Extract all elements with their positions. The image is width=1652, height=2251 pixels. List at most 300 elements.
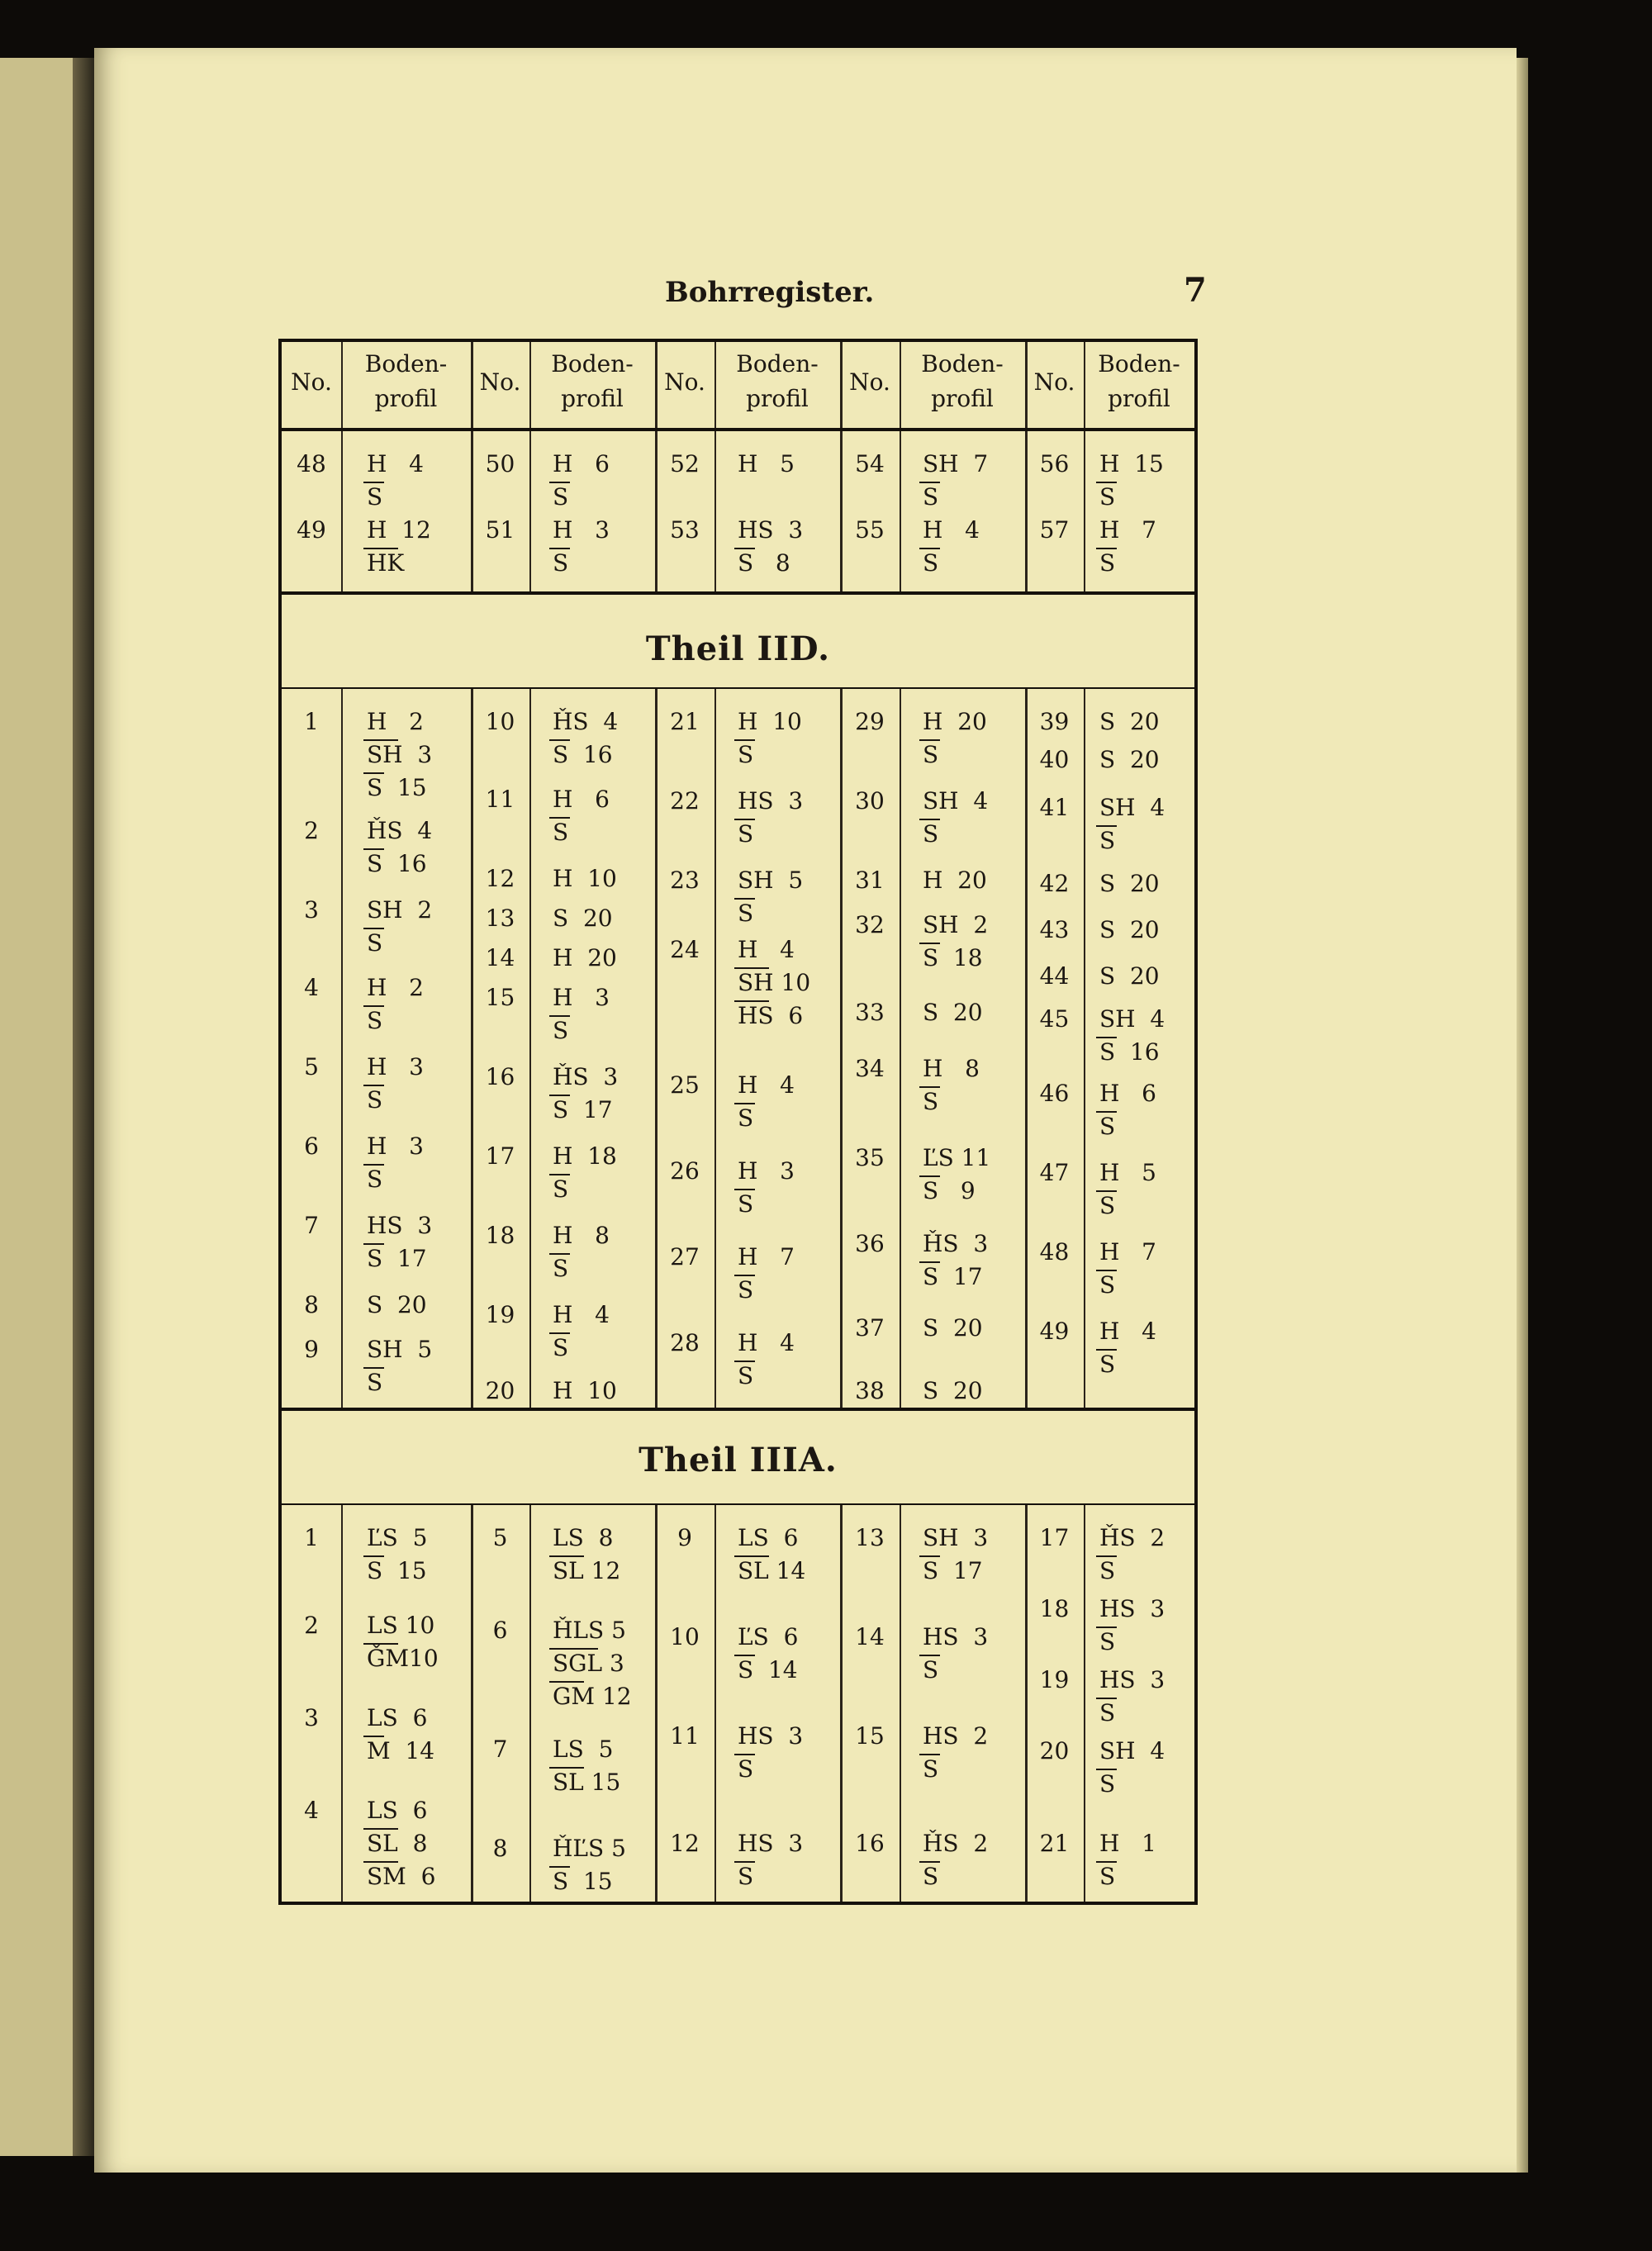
soil-profile-layer — [553, 514, 632, 547]
soil-profile-text: LS 8 — [553, 1524, 614, 1551]
soil-profile-text: H 20 — [923, 708, 987, 735]
soil-profile-text: H 20 — [923, 867, 987, 894]
soil-profile-text: HS 3 — [738, 1830, 804, 1857]
soil-profile-text: S — [553, 1017, 569, 1044]
bore-number: 55 — [855, 516, 885, 544]
soil-profile-text: S — [923, 1863, 939, 1890]
soil-profile-layer — [1099, 1626, 1179, 1659]
bore-number: 2 — [304, 817, 319, 844]
bore-number: 41 — [1039, 794, 1070, 821]
soil-profile-layer — [1099, 1077, 1179, 1110]
soil-profile-layer — [553, 1094, 632, 1127]
soil-profile-text: H 4 — [738, 1329, 795, 1356]
layer-separator — [919, 1754, 940, 1755]
layer-separator — [363, 1085, 384, 1086]
soil-profile-layer — [923, 1621, 1002, 1654]
soil-profile-layer — [553, 1173, 632, 1206]
soil-profile-text: S — [738, 1190, 754, 1218]
bore-number: 1 — [304, 708, 319, 735]
bore-number: 3 — [304, 896, 319, 924]
layer-separator — [363, 1828, 398, 1830]
soil-profile-text: S 8 — [738, 549, 790, 577]
soil-profile-text: S — [1099, 1628, 1116, 1655]
soil-profile-layer — [923, 1375, 1002, 1408]
bore-number: 8 — [304, 1291, 319, 1318]
bore-number: 16 — [855, 1830, 885, 1857]
soil-profile-text: S — [738, 1755, 754, 1783]
bore-number: 38 — [855, 1377, 885, 1404]
soil-profile-text: S — [1099, 549, 1116, 577]
soil-profile-text: H 1 — [1099, 1830, 1156, 1857]
soil-profile-layer — [553, 862, 632, 895]
layer-separator — [1096, 1555, 1117, 1557]
bore-number: 15 — [485, 984, 515, 1011]
bore-number: 19 — [1039, 1666, 1070, 1693]
page-number: 7 — [1184, 271, 1207, 310]
soil-profile-layer — [1099, 1156, 1179, 1190]
layer-separator — [1096, 1349, 1117, 1351]
bore-number: 15 — [855, 1722, 885, 1750]
soil-profile-layer — [367, 1163, 446, 1196]
soil-profile-text: S — [923, 1755, 939, 1783]
soil-profile-text: H 3 — [367, 1053, 424, 1080]
layer-separator — [549, 482, 570, 483]
bore-number: 12 — [670, 1830, 700, 1857]
soil-profile-text: S — [1099, 483, 1116, 511]
soil-profile-layer — [1099, 1190, 1179, 1223]
soil-profile-text: S 20 — [923, 1377, 983, 1404]
bore-number: 25 — [670, 1071, 700, 1099]
header-bodenprofil: Boden- — [364, 350, 448, 378]
soil-profile-text: H 8 — [553, 1222, 610, 1249]
layer-separator — [363, 739, 398, 741]
bore-number: 51 — [485, 516, 515, 544]
soil-profile-layer — [738, 1522, 817, 1555]
soil-profile-text: S — [367, 483, 383, 511]
column-rule — [529, 687, 531, 1408]
layer-separator — [549, 1767, 584, 1769]
soil-profile-text: SH 2 — [923, 911, 989, 938]
bore-number: 7 — [492, 1736, 508, 1763]
bore-number: 52 — [670, 450, 700, 477]
soil-profile-layer — [367, 894, 446, 927]
bore-number: 42 — [1039, 870, 1070, 897]
header-bodenprofil: profil — [931, 385, 994, 412]
soil-profile-text: SH 3 — [923, 1524, 989, 1551]
soil-profile-text: HS 3 — [1099, 1666, 1165, 1693]
layer-separator — [363, 1736, 384, 1737]
soil-profile-text: H 10 — [738, 708, 802, 735]
soil-profile-text: H 18 — [553, 1142, 617, 1170]
soil-profile-text: S — [738, 1863, 754, 1890]
soil-profile-layer — [738, 1069, 817, 1102]
header-bodenprofil: profil — [746, 385, 809, 412]
soil-profile-layer — [1099, 1768, 1179, 1801]
soil-profile-layer — [1099, 1236, 1179, 1269]
soil-profile-layer — [367, 514, 446, 547]
bore-number: 3 — [304, 1704, 319, 1731]
soil-profile-layer — [738, 966, 817, 1000]
soil-profile-layer — [553, 1733, 632, 1766]
soil-profile-layer — [553, 942, 632, 975]
layer-separator — [919, 1261, 940, 1263]
soil-profile-layer — [1099, 547, 1179, 580]
soil-profile-layer — [923, 1175, 1002, 1208]
soil-profile-layer — [923, 1085, 1002, 1118]
bore-number: 33 — [855, 999, 885, 1026]
soil-profile-layer — [367, 927, 446, 960]
soil-profile-text: S 20 — [1099, 962, 1160, 990]
bore-number: 28 — [670, 1329, 700, 1356]
layer-separator — [1096, 825, 1117, 827]
soil-profile-layer — [367, 1702, 446, 1735]
bore-number: 7 — [304, 1212, 319, 1239]
soil-profile-text: ȞS 2 — [1099, 1524, 1165, 1551]
section-title-iid: Theil IID. — [645, 629, 831, 668]
layer-separator — [919, 1555, 940, 1557]
layer-separator — [549, 1332, 570, 1334]
soil-profile-text: S — [367, 1086, 383, 1114]
bore-number: 46 — [1039, 1080, 1070, 1107]
soil-profile-layer — [367, 547, 446, 580]
layer-separator — [919, 739, 940, 741]
soil-profile-layer — [738, 1155, 817, 1188]
soil-profile-text: H 6 — [553, 450, 610, 477]
layer-separator — [363, 1164, 384, 1166]
layer-separator — [549, 1866, 570, 1868]
layer-separator — [734, 1103, 755, 1104]
soil-profile-text: S — [1099, 1192, 1116, 1219]
layer-separator — [919, 819, 940, 820]
soil-profile-layer — [367, 848, 446, 881]
soil-profile-text: H 2 — [367, 708, 424, 735]
layer-separator — [734, 1275, 755, 1276]
bore-number: 4 — [304, 1797, 319, 1824]
bore-number: 10 — [670, 1623, 700, 1650]
soil-profile-layer — [553, 1219, 632, 1252]
bore-number: 56 — [1039, 450, 1070, 477]
soil-profile-text: S 17 — [923, 1557, 983, 1584]
soil-profile-layer — [367, 772, 446, 805]
layer-separator — [1096, 482, 1117, 483]
soil-profile-layer — [738, 1188, 817, 1221]
soil-profile-text: HS 3 — [923, 1623, 989, 1650]
soil-profile-layer — [1099, 1269, 1179, 1302]
soil-profile-text: S — [738, 900, 754, 927]
soil-profile-text: S — [553, 1175, 569, 1203]
bore-number: 35 — [855, 1144, 885, 1171]
soil-profile-layer — [553, 1766, 632, 1799]
soil-profile-layer — [738, 1360, 817, 1393]
soil-profile-text: SH 2 — [367, 896, 433, 924]
soil-profile-layer — [367, 1794, 446, 1827]
row-rule — [282, 1408, 1194, 1411]
soil-profile-layer — [553, 902, 632, 935]
soil-profile-text: S 20 — [553, 905, 613, 932]
soil-profile-text: H 5 — [1099, 1159, 1156, 1186]
soil-profile-text: S 16 — [553, 741, 613, 768]
layer-separator — [919, 1655, 940, 1656]
soil-profile-layer — [1099, 1697, 1179, 1730]
soil-profile-text: S 18 — [923, 944, 983, 971]
soil-profile-text: S — [923, 549, 939, 577]
bore-number: 1 — [304, 1524, 319, 1551]
soil-profile-layer — [553, 1865, 632, 1898]
bore-number: 18 — [485, 1222, 515, 1249]
soil-profile-layer — [1099, 1827, 1179, 1860]
soil-profile-layer — [1099, 705, 1179, 738]
soil-profile-layer — [367, 1555, 446, 1588]
soil-profile-layer — [738, 1102, 817, 1135]
layer-separator — [363, 1367, 384, 1369]
soil-profile-layer — [738, 1860, 817, 1893]
bore-number: 17 — [1039, 1524, 1070, 1551]
soil-profile-text: S 20 — [923, 999, 983, 1026]
bore-number: 18 — [1039, 1595, 1070, 1622]
bore-number: 12 — [485, 865, 515, 892]
soil-profile-layer — [367, 1004, 446, 1038]
header-bodenprofil: profil — [561, 385, 624, 412]
soil-profile-text: S — [738, 1362, 754, 1389]
soil-profile-layer — [923, 1312, 1002, 1345]
soil-profile-layer — [367, 1366, 446, 1399]
soil-profile-layer — [553, 705, 632, 738]
soil-profile-text: ĽS 6 — [738, 1623, 799, 1650]
soil-profile-text: S — [367, 1369, 383, 1396]
soil-profile-text: S 15 — [553, 1868, 613, 1895]
soil-profile-text: SGL 3 — [553, 1650, 624, 1677]
soil-profile-layer — [367, 1130, 446, 1163]
soil-profile-layer — [367, 1827, 446, 1860]
soil-profile-text: SH 5 — [367, 1336, 433, 1363]
bore-number: 49 — [297, 516, 326, 544]
soil-profile-layer — [1099, 1664, 1179, 1697]
soil-profile-text: S — [553, 1334, 569, 1361]
soil-profile-layer — [367, 448, 446, 481]
soil-profile-layer — [923, 1827, 1002, 1860]
header-bodenprofil: profil — [1108, 385, 1170, 412]
soil-profile-layer — [1099, 481, 1179, 514]
soil-profile-layer — [1099, 514, 1179, 547]
soil-profile-text: HS 3 — [738, 516, 804, 544]
soil-profile-layer — [553, 1832, 632, 1865]
layer-separator — [1096, 1627, 1117, 1628]
soil-profile-text: HS 6 — [738, 1002, 804, 1029]
layer-separator — [734, 1361, 755, 1362]
header-no: No. — [664, 368, 705, 396]
soil-profile-layer — [738, 1753, 817, 1786]
layer-separator — [363, 1861, 398, 1863]
soil-profile-text: S 20 — [1099, 708, 1160, 735]
soil-profile-layer — [923, 942, 1002, 975]
soil-profile-layer — [1099, 791, 1179, 824]
soil-profile-text: S — [1099, 1351, 1116, 1378]
soil-profile-text: S 20 — [367, 1291, 427, 1318]
column-rule — [529, 1503, 531, 1902]
soil-profile-text: SM 6 — [367, 1863, 436, 1890]
soil-profile-layer — [1099, 1315, 1179, 1348]
soil-profile-layer — [553, 1061, 632, 1094]
soil-profile-layer — [1099, 1860, 1179, 1893]
soil-profile-text: SH 4 — [1099, 794, 1165, 821]
soil-profile-layer — [1099, 914, 1179, 947]
soil-profile-text: S — [738, 820, 754, 848]
bore-number: 40 — [1039, 746, 1070, 773]
layer-separator — [919, 1086, 940, 1088]
soil-profile-layer — [1099, 1522, 1179, 1555]
soil-profile-text: SL 12 — [553, 1557, 621, 1584]
column-rule — [1084, 1503, 1085, 1902]
column-rule — [900, 687, 901, 1408]
soil-profile-layer — [1099, 960, 1179, 993]
soil-profile-layer — [738, 818, 817, 851]
layer-separator — [1096, 1270, 1117, 1271]
soil-profile-layer — [1099, 1348, 1179, 1381]
soil-profile-text: S — [1099, 827, 1116, 854]
soil-profile-layer — [923, 996, 1002, 1029]
soil-profile-text: S 14 — [738, 1656, 798, 1684]
bore-number: 14 — [485, 944, 515, 971]
layer-separator — [734, 819, 755, 820]
soil-profile-text: H 15 — [1099, 450, 1164, 477]
soil-profile-text: GM 12 — [553, 1683, 632, 1710]
layer-separator — [363, 772, 384, 774]
soil-profile-text: LS 6 — [367, 1797, 428, 1824]
soil-profile-text: H 4 — [367, 450, 424, 477]
soil-profile-text: S 17 — [367, 1245, 427, 1272]
bore-number: 29 — [855, 708, 885, 735]
soil-profile-layer — [923, 1555, 1002, 1588]
soil-profile-text: H 7 — [1099, 516, 1156, 544]
soil-profile-layer — [738, 933, 817, 966]
soil-profile-text: S — [1099, 1557, 1116, 1584]
row-rule — [282, 1503, 1194, 1505]
soil-profile-text: S — [1099, 1271, 1116, 1299]
soil-profile-layer — [553, 738, 632, 772]
bore-number: 32 — [855, 911, 885, 938]
layer-separator — [549, 1095, 570, 1096]
soil-profile-text: H 4 — [923, 516, 980, 544]
soil-profile-text: S — [553, 819, 569, 846]
soil-profile-layer — [923, 864, 1002, 897]
layer-separator — [734, 1555, 769, 1557]
soil-profile-layer — [1099, 1735, 1179, 1768]
row-rule — [282, 687, 1194, 689]
soil-profile-text: H 8 — [923, 1055, 980, 1082]
layer-separator — [919, 1861, 940, 1863]
soil-profile-text: SH 3 — [367, 741, 433, 768]
soil-profile-layer — [1099, 1555, 1179, 1588]
column-rule — [714, 687, 716, 1408]
header-bodenprofil: Boden- — [921, 350, 1004, 378]
bore-number: 21 — [670, 708, 700, 735]
layer-separator — [1096, 1698, 1117, 1699]
soil-profile-text: M 14 — [367, 1737, 435, 1764]
column-rule — [341, 1503, 343, 1902]
soil-profile-layer — [738, 1274, 817, 1307]
layer-separator — [734, 1000, 769, 1002]
soil-profile-layer — [923, 909, 1002, 942]
soil-profile-text: H 7 — [738, 1243, 795, 1270]
soil-profile-layer — [923, 1052, 1002, 1085]
column-rule — [900, 1503, 901, 1902]
bore-number: 54 — [855, 450, 885, 477]
soil-profile-layer — [738, 1720, 817, 1753]
soil-profile-text: ǦM10 — [367, 1645, 439, 1672]
soil-profile-layer — [1099, 743, 1179, 776]
soil-profile-layer — [923, 1228, 1002, 1261]
soil-profile-layer — [738, 1555, 817, 1588]
bore-number: 5 — [304, 1053, 319, 1080]
soil-profile-text: SH 4 — [923, 787, 989, 814]
soil-profile-text: S — [738, 1104, 754, 1132]
soil-profile-layer — [367, 1609, 446, 1642]
section-title-iiia: Theil IIIA. — [638, 1441, 838, 1479]
soil-profile-text: S 20 — [1099, 746, 1160, 773]
soil-profile-layer — [1099, 1593, 1179, 1626]
bore-number: 4 — [304, 974, 319, 1001]
soil-profile-text: S — [923, 483, 939, 511]
header-bodenprofil: Boden- — [736, 350, 819, 378]
soil-profile-layer — [923, 818, 1002, 851]
soil-profile-text: ȞS 2 — [923, 1830, 989, 1857]
layer-separator — [734, 548, 755, 549]
soil-profile-text: SL 15 — [553, 1769, 621, 1796]
soil-profile-layer — [367, 1522, 446, 1555]
soil-profile-layer — [923, 481, 1002, 514]
soil-profile-text: S 20 — [923, 1314, 983, 1342]
soil-profile-text: SH 4 — [1099, 1005, 1165, 1033]
soil-profile-text: S 20 — [1099, 916, 1160, 943]
soil-profile-layer — [367, 738, 446, 772]
soil-profile-text: H 5 — [738, 450, 795, 477]
soil-profile-text: H 20 — [553, 944, 617, 971]
soil-profile-layer — [923, 705, 1002, 738]
soil-profile-layer — [553, 448, 632, 481]
soil-profile-text: S — [738, 1276, 754, 1304]
layer-separator — [734, 1189, 755, 1190]
bore-number: 16 — [485, 1063, 515, 1090]
soil-profile-text: S — [1099, 1699, 1116, 1726]
left-page-edge — [0, 58, 73, 2156]
bore-number: 11 — [670, 1722, 700, 1750]
soil-profile-text: S — [367, 1007, 383, 1034]
layer-separator — [734, 1754, 755, 1755]
bore-number: 6 — [304, 1133, 319, 1160]
soil-profile-text: LS 6 — [738, 1524, 799, 1551]
header-bodenprofil: profil — [374, 385, 438, 412]
soil-profile-layer — [923, 1142, 1002, 1175]
bore-number: 27 — [670, 1243, 700, 1270]
soil-profile-text: HS 3 — [738, 787, 804, 814]
soil-profile-text: S — [1099, 1113, 1116, 1140]
layer-separator — [549, 1681, 584, 1683]
soil-profile-layer — [367, 1242, 446, 1275]
bore-number: 20 — [485, 1377, 515, 1404]
soil-profile-layer — [738, 897, 817, 930]
soil-profile-layer — [923, 547, 1002, 580]
soil-profile-text: ȞS 4 — [553, 708, 619, 735]
layer-separator — [363, 1555, 384, 1557]
bore-number: 50 — [485, 450, 515, 477]
header-bodenprofil: Boden- — [551, 350, 634, 378]
soil-profile-text: H 4 — [738, 936, 795, 963]
bore-number: 6 — [492, 1617, 508, 1644]
row-rule — [282, 428, 1194, 431]
soil-profile-layer — [923, 1261, 1002, 1294]
header-no: No. — [479, 368, 521, 396]
layer-separator — [734, 739, 755, 741]
